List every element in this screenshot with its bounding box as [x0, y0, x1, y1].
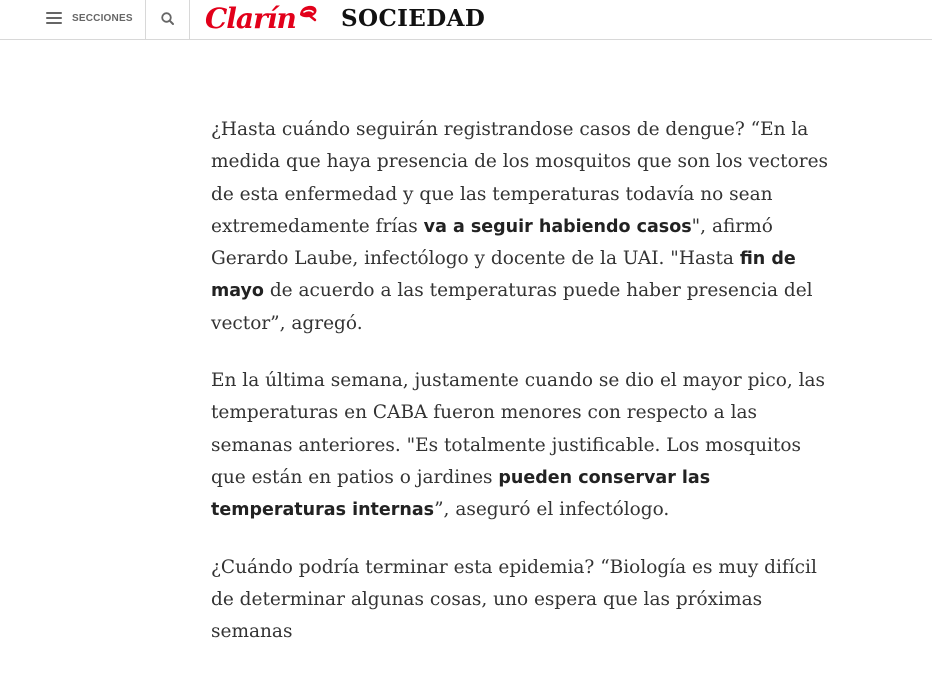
menu-icon: [46, 12, 62, 24]
paragraph-text: ¿Hasta cuándo seguirán registrandose casos de dengue? “En la medida que haya presencia de los mosquitos que son los vectores de esta enfermedad y que las temperaturas todavía no sean extremedamente frías: [211, 119, 829, 237]
article-paragraph: [211, 365, 831, 526]
paragraph-text: ”, aseguró el infectólogo.: [434, 499, 670, 521]
logo-icon: [297, 4, 319, 24]
highlighted-text: fin de mayo: [211, 249, 796, 302]
search-icon: [160, 11, 176, 27]
top-navigation-bar: [0, 0, 932, 40]
clarin-logo[interactable]: [205, 2, 319, 36]
highlighted-text: pueden conservar las temperaturas internas: [211, 467, 711, 521]
article-paragraph: [211, 114, 831, 340]
sections-menu-label: SECCIONES: [72, 12, 133, 24]
highlighted-text: va a seguir habiendo casos: [423, 216, 692, 237]
paragraph-text: ", afirmó Gerardo Laube, infectólogo y docente de la UAI. "Hasta: [211, 215, 773, 270]
article-paragraph: [211, 552, 831, 649]
header-divider: [189, 0, 190, 39]
search-button[interactable]: [160, 11, 176, 27]
section-title[interactable]: SOCIEDAD: [341, 5, 486, 32]
paragraph-text: En la última semana, justamente cuando se dio el mayor pico, las temperaturas en CABA fueron menores con respecto a las semanas anteriores. "Es totalmente justificable. Los mosquitos que están en patios o jardines: [211, 370, 826, 488]
header-divider: [145, 0, 146, 39]
sections-menu-button[interactable]: [46, 9, 133, 27]
paragraph-text: ¿Cuándo podría terminar esta epidemia? “Biología es muy difícil de determinar algunas cosas, uno espera que las próximas semanas: [211, 556, 817, 643]
logo-wordmark: Clarín: [205, 2, 296, 35]
article-body: [211, 114, 831, 673]
paragraph-text: de acuerdo a las temperaturas puede haber presencia del vector”, agregó.: [211, 280, 813, 334]
